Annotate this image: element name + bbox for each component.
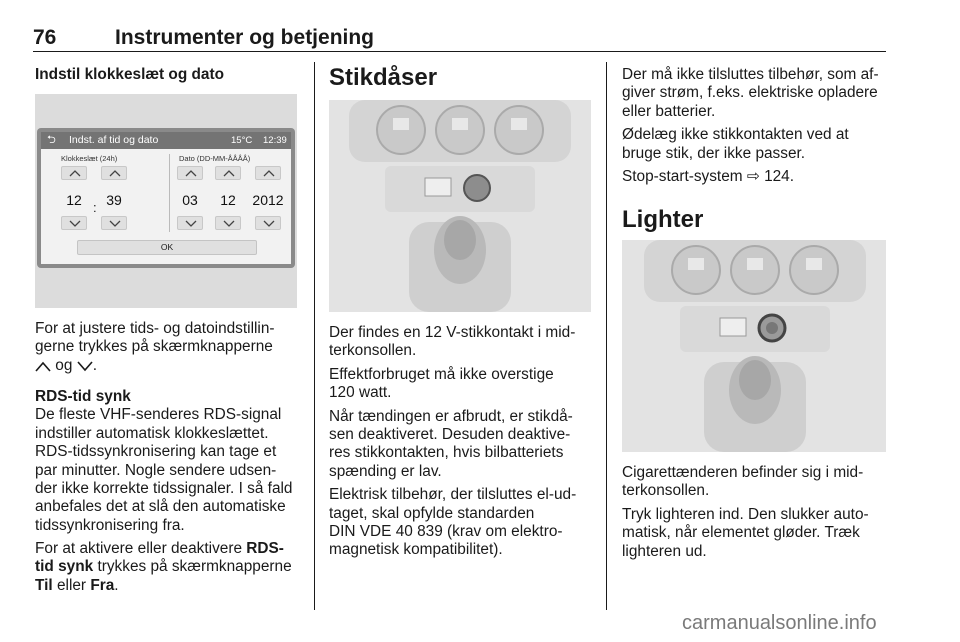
text-inline: og <box>55 356 73 374</box>
chevron-down-icon <box>223 220 235 227</box>
text-line: anbefales det at slå den automatiske <box>35 498 286 516</box>
rds-paragraph <box>35 406 297 535</box>
chevron-up-icon <box>185 170 197 177</box>
bold-term: Til <box>35 576 53 594</box>
chevron-down-icon <box>185 220 197 227</box>
text-line: bruge stik, der ikke passer. <box>622 144 806 162</box>
bold-term: tid synk <box>35 558 94 576</box>
text-line: par minutter. Nogle sendere udsen- <box>35 461 277 479</box>
month-down-button[interactable] <box>215 216 241 230</box>
month-value: 12 <box>220 192 236 208</box>
year-up-button[interactable] <box>255 166 281 180</box>
text-line: DIN VDE 40 839 (krav om elektro- <box>329 523 563 541</box>
text-line: Tryk lighteren ind. Den slukker auto- <box>622 505 869 523</box>
paragraph <box>622 66 886 121</box>
console-illustration <box>329 100 591 312</box>
year-down-button[interactable] <box>255 216 281 230</box>
text-line: der ikke korrekte tidssignaler. I så fald <box>35 480 293 498</box>
minute-up-button[interactable] <box>101 166 127 180</box>
paragraph <box>622 464 886 501</box>
warning-text <box>622 66 886 186</box>
text-inline: . <box>92 356 97 374</box>
chevron-up-icon <box>263 170 275 177</box>
text-line: terkonsollen. <box>329 342 417 360</box>
paragraph <box>329 486 591 560</box>
day-up-button[interactable] <box>177 166 203 180</box>
watermark: carmanualsonline.info <box>682 612 877 634</box>
ok-button[interactable]: OK <box>77 240 257 255</box>
section-heading: Lighter <box>622 206 704 233</box>
paragraph <box>622 506 886 561</box>
text-inline: eller <box>56 576 87 594</box>
paragraph <box>622 126 886 163</box>
screen-divider <box>169 154 170 232</box>
day-down-button[interactable] <box>177 216 203 230</box>
year-value: 2012 <box>252 192 284 208</box>
text-line: Når tændingen er afbrudt, er stikdå- <box>329 407 573 425</box>
text-line: tidssynkronisering fra. <box>35 516 185 534</box>
text-line: matisk, når elementet gløder. Træk <box>622 524 860 542</box>
text-line: RDS-tidssynkronisering kan tage et <box>35 443 277 461</box>
text-line: 120 watt. <box>329 384 392 402</box>
minute-value: 39 <box>106 192 122 208</box>
chevron-down-icon <box>263 220 275 227</box>
section-heading: Stikdåser <box>329 64 438 91</box>
text-line: Cigarettænderen befinder sig i mid- <box>622 464 864 481</box>
text-line: Elektrisk tilbehør, der tilsluttes el-ud- <box>329 486 577 504</box>
chevron-up-icon <box>35 360 51 372</box>
hour-up-button[interactable] <box>61 166 87 180</box>
text-line: Der findes en 12 V-stikkontakt i mid- <box>329 324 576 341</box>
page-number: 76 <box>33 26 57 49</box>
chevron-down-icon <box>109 220 121 227</box>
paragraph <box>329 324 591 361</box>
instruction-paragraph <box>35 320 297 375</box>
column-divider <box>314 62 315 610</box>
text-line: sen deaktiveret. Desuden deaktive- <box>329 426 571 444</box>
socket-text <box>329 324 591 560</box>
text-line: giver strøm, f.eks. elektriske opladere <box>622 84 878 102</box>
time-colon: : <box>93 200 97 215</box>
console-illustration <box>622 240 886 452</box>
text-line: spænding er lav. <box>329 462 442 480</box>
chevron-down-icon <box>69 220 81 227</box>
text-inline: For at aktivere eller deaktivere <box>35 540 243 557</box>
temperature-readout: 15°C <box>231 135 253 146</box>
text-inline: . <box>114 576 119 594</box>
display-bezel <box>37 128 295 268</box>
chevron-up-icon <box>223 170 235 177</box>
date-label: Dato (DD-MM-ÅÅÅÅ) <box>179 154 251 163</box>
back-icon[interactable]: ⮌ <box>47 134 56 146</box>
lighter-text <box>622 464 886 561</box>
lighter-photo <box>622 240 886 452</box>
socket-photo <box>329 100 591 312</box>
text-line: Ødelæg ikke stikkontakten ved at <box>622 126 849 144</box>
hour-down-button[interactable] <box>61 216 87 230</box>
text-line: terkonsollen. <box>622 482 710 500</box>
chevron-down-icon <box>77 360 93 372</box>
text-line: res stikkontakten, hvis bilbatteriets <box>329 444 564 462</box>
day-value: 03 <box>182 192 198 208</box>
month-up-button[interactable] <box>215 166 241 180</box>
paragraph <box>329 366 591 403</box>
text-inline: Stop-start-system <box>622 168 743 186</box>
section-subheading: Indstil klokkeslæt og dato <box>35 66 224 83</box>
text-line: taget, skal opfylde standarden <box>329 504 535 522</box>
screen-title-bar <box>41 132 291 149</box>
text-line: Der må ikke tilsluttes tilbehør, som af- <box>622 66 879 83</box>
rds-section <box>35 388 297 535</box>
bold-term: RDS- <box>246 540 284 557</box>
column-divider <box>606 62 607 610</box>
screen-figure <box>35 94 297 308</box>
rds-heading: RDS-tid synk <box>35 388 131 405</box>
screen-title: Indst. af tid og dato <box>69 134 159 146</box>
text-inline: trykkes på skærmknapperne <box>97 558 292 576</box>
clock-readout: 12:39 <box>263 135 287 146</box>
text-line: For at justere tids- og datoindstillin- <box>35 320 275 337</box>
text-line: magnetisk kompatibilitet). <box>329 541 503 559</box>
page-reference-link[interactable]: 124. <box>764 168 795 186</box>
text-line: Effektforbruget må ikke overstige <box>329 365 554 383</box>
text-line: eller batterier. <box>622 102 716 120</box>
cross-reference <box>622 168 886 186</box>
bold-term: Fra <box>90 576 115 594</box>
text-line: lighteren ud. <box>622 542 707 560</box>
page-header <box>33 22 886 52</box>
minute-down-button[interactable] <box>101 216 127 230</box>
chevron-up-icon <box>69 170 81 177</box>
hour-value: 12 <box>66 192 82 208</box>
paragraph <box>329 408 591 482</box>
text-line: De fleste VHF-senderes RDS-signal <box>35 406 282 424</box>
text-line: gerne trykkes på skærmknapperne <box>35 338 273 356</box>
display-screen <box>41 132 291 264</box>
chapter-title: Instrumenter og betjening <box>115 26 375 49</box>
text-line: indstiller automatisk klokkeslættet. <box>35 424 269 442</box>
chevron-up-icon <box>109 170 121 177</box>
time-label: Klokkeslæt (24h) <box>61 154 118 163</box>
arrow-icon: ⇨ <box>746 168 760 186</box>
toggle-paragraph <box>35 540 297 595</box>
